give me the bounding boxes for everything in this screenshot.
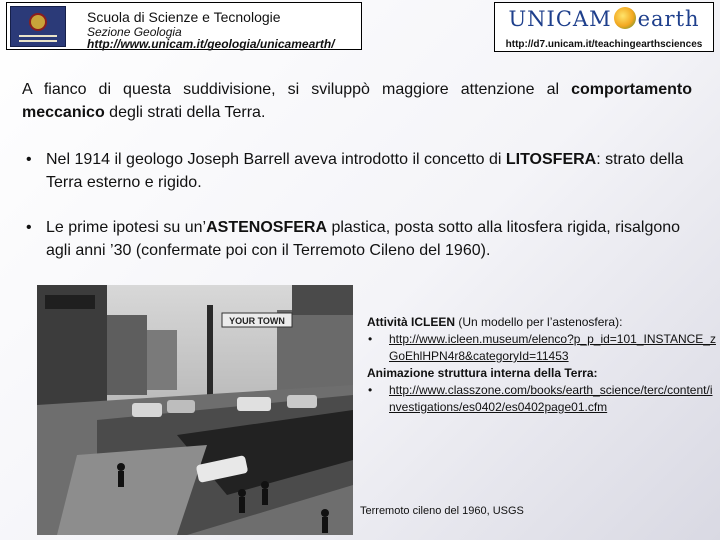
unicam-earth-logo — [495, 7, 713, 31]
animation-label: Animazione struttura interna della Terra: — [367, 366, 598, 380]
logo-text-unicam: UNICAM — [508, 7, 612, 31]
icleen-link[interactable]: http://www.icleen.museum/elenco?p_p_id=101_INSTANCE_zGoEhlHPN4r8&categoryId=11453 — [389, 332, 716, 363]
bullet-text-post: : strato della Terra esterno e rigido. — [46, 151, 684, 191]
bullet-dot: • — [26, 151, 32, 168]
link-bullet: • — [368, 383, 373, 397]
logo-text-earth: earth — [637, 7, 700, 31]
bullet-bold: LITOSFERA — [505, 151, 597, 168]
photo-caption: Terremoto cileno del 1960, USGS — [360, 505, 524, 517]
bullet-text-pre: Le prime ipotesi su un’ — [46, 219, 207, 236]
section-subtitle: Sezione Geologia — [87, 25, 182, 39]
photo-sign: YOUR TOWN — [229, 316, 285, 326]
header-left-url[interactable]: http://www.unicam.it/geologia/unicamearth/ — [87, 37, 335, 51]
intro-bold: comportamento meccanico — [22, 81, 692, 121]
bullet-bold: ASTENOSFERA — [206, 219, 327, 236]
header-right-url[interactable]: http://d7.unicam.it/teachingearthsciences — [505, 39, 703, 50]
bullet-astenosfera — [22, 216, 698, 262]
resources-panel — [367, 314, 717, 416]
bullet-litosfera — [22, 148, 698, 194]
intro-text-1: A fianco di questa suddivisione, si sviluppò maggiore attenzione al — [22, 81, 572, 98]
link-bullet: • — [368, 332, 373, 346]
bullet-dot: • — [26, 219, 32, 236]
earthquake-photo — [37, 285, 353, 535]
bullet-text-post: plastica, posta sotto alla litosfera rigida, risalgono agli anni ’30 (confermate poi con il Terremoto Cileno del 1960). — [46, 219, 681, 259]
intro-paragraph — [22, 78, 692, 124]
header-left-box — [6, 2, 362, 50]
classzone-link[interactable]: http://www.classzone.com/books/earth_science/terc/content/investigations/es0402/es0402page01.cfm — [389, 383, 713, 414]
bullet-text-pre: Nel 1914 il geologo Joseph Barrell aveva introdotto il concetto di — [46, 151, 506, 168]
intro-text-2: degli strati della Terra. — [104, 104, 266, 121]
university-crest-logo — [10, 6, 66, 47]
activity-desc: (Un modello per l’astenosfera): — [455, 315, 623, 329]
activity-label: Attività ICLEEN — [367, 315, 456, 329]
globe-icon — [614, 7, 636, 29]
school-title: Scuola di Scienze e Tecnologie — [87, 9, 281, 25]
header-right-box — [494, 2, 714, 52]
